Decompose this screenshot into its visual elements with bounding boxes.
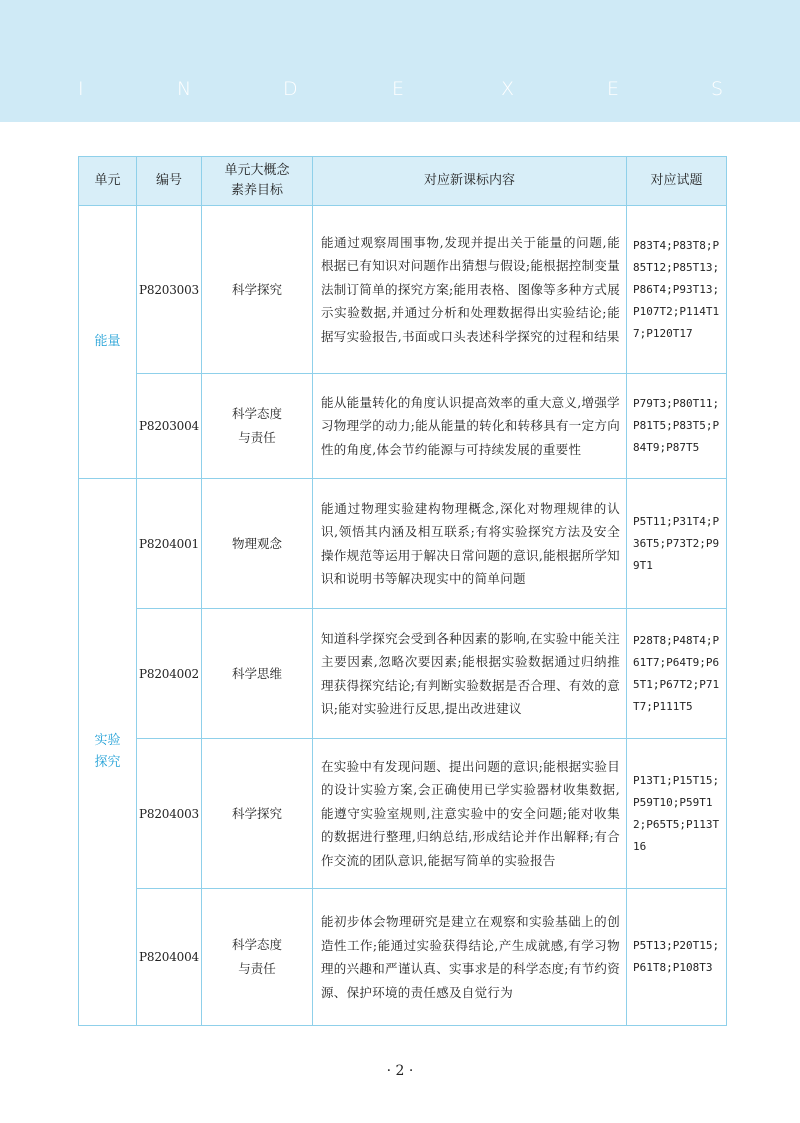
- goal-line: 科学探究: [231, 805, 282, 821]
- content-cell: 能通过物理实验建构物理概念,深化对物理规律的认识,领悟其内涵及相互联系;有将实验探究方法及安全操作规范等运用于解决日常问题的意识,能根据所学知识和说明书等解决现实中的简单问题: [313, 479, 627, 609]
- header-goal: [202, 157, 313, 206]
- question-cell: P79T3;P80T11;P81T5;P83T5;P84T9;P87T5: [627, 374, 727, 479]
- code-cell: P8204001: [137, 479, 202, 609]
- unit-name-line: 能量: [94, 334, 121, 349]
- goal-cell: [202, 739, 313, 889]
- goal-cell: [202, 479, 313, 609]
- goal-cell: [202, 206, 313, 374]
- code-cell: P8203003: [137, 206, 202, 374]
- banner-letter: D: [283, 78, 298, 100]
- unit-cell-experiment: [79, 479, 137, 1026]
- goal-cell: [202, 889, 313, 1026]
- goal-line: 科学思维: [231, 665, 282, 681]
- banner-letter: X: [501, 78, 515, 100]
- unit-name-line: 实验: [94, 733, 121, 748]
- table-row: [79, 479, 727, 609]
- banner-letter: N: [177, 78, 192, 100]
- content-cell: 能通过观察周围事物,发现并提出关于能量的问题,能根据已有知识对问题作出猜想与假设;能根据控制变量法制订简单的探究方案;能用表格、图像等多种方式展示实验数据,并通过分析和处理数据得出实验结论;能据写实验报告,书面或口头表述科学探究的过程和结果: [313, 206, 627, 374]
- header-content: 对应新课标内容: [313, 157, 627, 206]
- code-cell: P8204003: [137, 739, 202, 889]
- header-unit: 单元: [79, 157, 137, 206]
- question-cell: P5T11;P31T4;P36T5;P73T2;P99T1: [627, 479, 727, 609]
- content-cell: 在实验中有发现问题、提出问题的意识;能根据实验目的设计实验方案,会正确使用已学实验器材收集数据,能遵守实验室规则,注意实验中的安全问题;能对收集的数据进行整理,归纳总结,形成结论并作出解释;有合作交流的团队意识,能据写简单的实验报告: [313, 739, 627, 889]
- banner-letter: S: [711, 78, 724, 100]
- goal-line: 与责任: [238, 430, 276, 445]
- banner-letter: I: [78, 78, 84, 100]
- table-row: [79, 206, 727, 374]
- code-cell: P8204002: [137, 609, 202, 739]
- question-cell: P83T4;P83T8;P85T12;P85T13;P86T4;P93T13;P107T2;P114T17;P120T17: [627, 206, 727, 374]
- goal-cell: [202, 609, 313, 739]
- goal-line: 科学态度: [231, 937, 282, 952]
- goal-line: 与责任: [238, 961, 276, 976]
- banner-indexes-word: [0, 78, 800, 98]
- header-questions: 对应试题: [627, 157, 727, 206]
- table-row: [79, 609, 727, 739]
- goal-line: 科学态度: [231, 406, 282, 421]
- unit-cell-energy: [79, 206, 137, 479]
- question-cell: P28T8;P48T4;P61T7;P64T9;P65T1;P67T2;P71T7;P111T5: [627, 609, 727, 739]
- table-header-row: [79, 157, 727, 206]
- question-cell: P5T13;P20T15;P61T8;P108T3: [627, 889, 727, 1026]
- banner-letter: E: [392, 78, 405, 100]
- content-cell: 能初步体会物理研究是建立在观察和实验基础上的创造性工作;能通过实验获得结论,产生成就感,有学习物理的兴趣和严谨认真、实事求是的科学态度;有节约资源、保护环境的责任感及自觉行为: [313, 889, 627, 1026]
- table-row: [79, 739, 727, 889]
- code-cell: P8204004: [137, 889, 202, 1026]
- content-cell: 知道科学探究会受到各种因素的影响,在实验中能关注主要因素,忽略次要因素;能根据实验数据通过归纳推理获得探究结论;有判断实验数据是否合理、有效的意识;能对实验进行反思,提出改进建议: [313, 609, 627, 739]
- header-goal-line1: 单元大概念: [224, 163, 290, 178]
- index-table: [78, 156, 727, 1026]
- header-goal-line2: 素养目标: [230, 183, 283, 198]
- goal-line: 物理观念: [231, 535, 282, 551]
- table-row: [79, 889, 727, 1026]
- header-code: 编号: [137, 157, 202, 206]
- banner-letter: E: [607, 78, 620, 100]
- header-banner: [0, 0, 800, 122]
- table-row: [79, 374, 727, 479]
- unit-name-line: 探究: [94, 755, 121, 770]
- goal-line: 科学探究: [231, 281, 282, 297]
- page-number: · 2 ·: [386, 1063, 414, 1079]
- content-cell: 能从能量转化的角度认识提高效率的重大意义,增强学习物理学的动力;能从能量的转化和转移具有一定方向性的角度,体会节约能源与可持续发展的重要性: [313, 374, 627, 479]
- question-cell: P13T1;P15T15;P59T10;P59T12;P65T5;P113T16: [627, 739, 727, 889]
- code-cell: P8203004: [137, 374, 202, 479]
- goal-cell: [202, 374, 313, 479]
